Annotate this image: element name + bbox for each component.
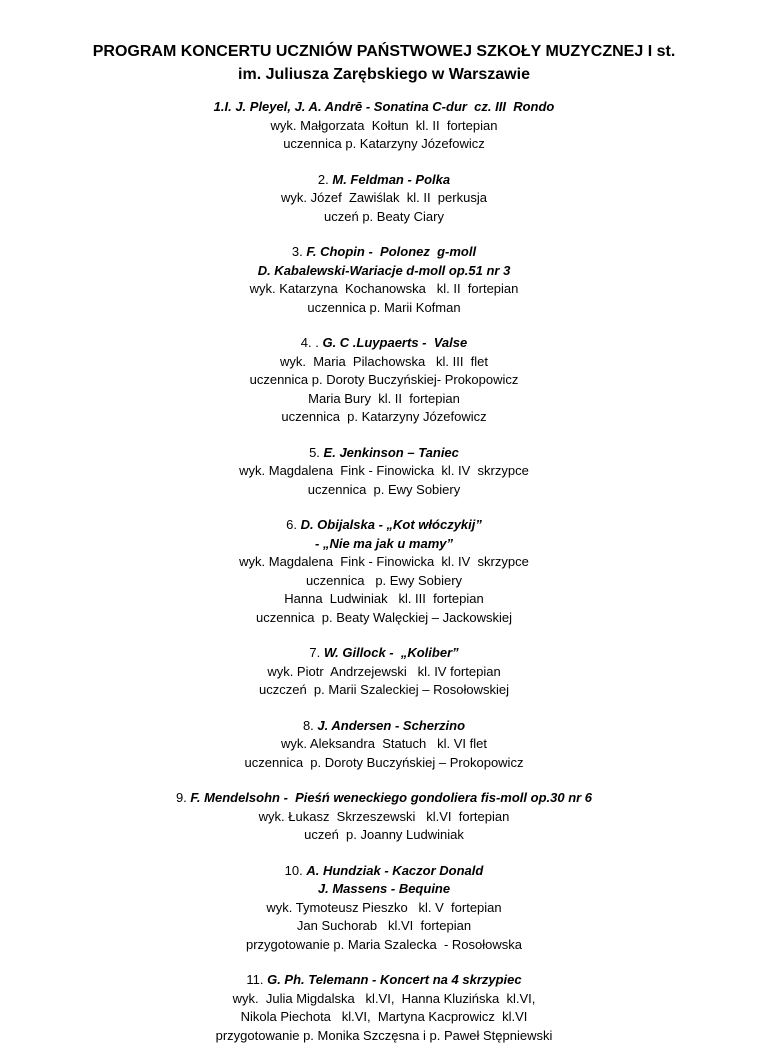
item-number: 6. xyxy=(286,517,300,532)
performer-line: uczennica p. Ewy Sobiery xyxy=(0,481,768,500)
piece-line xyxy=(0,334,768,353)
program-item xyxy=(0,516,768,627)
performer-line: wyk. Małgorzata Kołtun kl. II fortepian xyxy=(0,117,768,136)
piece-line xyxy=(0,171,768,190)
piece-line xyxy=(0,444,768,463)
item-number: 4. . xyxy=(301,335,323,350)
performer-line: Hanna Ludwiniak kl. III fortepian xyxy=(0,590,768,609)
performer-line: uczczeń p. Marii Szaleckiej – Rosołowskiej xyxy=(0,681,768,700)
piece-title-2: J. Massens - Bequine xyxy=(0,880,768,899)
performer-line: uczennica p. Katarzyny Józefowicz xyxy=(0,135,768,154)
piece-title: E. Jenkinson – Taniec xyxy=(324,445,459,460)
program-item xyxy=(0,243,768,317)
performer-line: wyk. Maria Pilachowska kl. III flet xyxy=(0,353,768,372)
item-number: 5. xyxy=(309,445,323,460)
program-item xyxy=(0,862,768,955)
program-item xyxy=(0,717,768,773)
performer-line: wyk. Julia Migdalska kl.VI, Hanna Kluzińska kl.VI, xyxy=(0,990,768,1009)
performer-line: Maria Bury kl. II fortepian xyxy=(0,390,768,409)
piece-line xyxy=(0,862,768,881)
performer-line: uczennica p. Katarzyny Józefowicz xyxy=(0,408,768,427)
program-item xyxy=(0,334,768,427)
piece-line xyxy=(0,644,768,663)
item-number: 2. xyxy=(318,172,332,187)
program-item xyxy=(0,971,768,1045)
piece-title-2: D. Kabalewski-Wariacje d-moll op.51 nr 3 xyxy=(0,262,768,281)
item-number: 7. xyxy=(309,645,323,660)
item-number: 11. xyxy=(246,972,267,987)
piece-title: M. Feldman - Polka xyxy=(332,172,450,187)
performer-line: wyk. Aleksandra Statuch kl. VI flet xyxy=(0,735,768,754)
performer-line: przygotowanie p. Monika Szczęsna i p. Paweł Stępniewski xyxy=(0,1027,768,1045)
piece-title: F. Chopin - Polonez g-moll xyxy=(306,244,476,259)
piece-title: 1.I. J. Pleyel, J. A. Andrē - Sonatina C-dur cz. III Rondo xyxy=(214,99,555,114)
performer-line: uczeń p. Joanny Ludwiniak xyxy=(0,826,768,845)
performer-line: wyk. Magdalena Fink - Finowicka kl. IV skrzypce xyxy=(0,462,768,481)
piece-title: J. Andersen - Scherzino xyxy=(317,718,465,733)
piece-line xyxy=(0,717,768,736)
performer-line: uczennica p. Marii Kofman xyxy=(0,299,768,318)
item-number: 8. xyxy=(303,718,317,733)
program-item xyxy=(0,171,768,227)
performer-line: wyk. Piotr Andrzejewski kl. IV fortepian xyxy=(0,663,768,682)
piece-line xyxy=(0,971,768,990)
piece-line xyxy=(0,98,768,117)
program-items xyxy=(0,98,768,1045)
piece-title-2: - „Nie ma jak u mamy” xyxy=(0,535,768,554)
title-line-2: im. Juliusza Zarębskiego w Warszawie xyxy=(0,63,768,86)
performer-line: uczennica p. Ewy Sobiery xyxy=(0,572,768,591)
program-title xyxy=(0,40,768,86)
piece-title: A. Hundziak - Kaczor Donald xyxy=(306,863,483,878)
performer-line: wyk. Józef Zawiślak kl. II perkusja xyxy=(0,189,768,208)
performer-line: Nikola Piechota kl.VI, Martyna Kacprowicz kl.VI xyxy=(0,1008,768,1027)
performer-line: uczennica p. Beaty Walęckiej – Jackowskiej xyxy=(0,609,768,628)
program-item xyxy=(0,644,768,700)
piece-line xyxy=(0,243,768,262)
performer-line: uczeń p. Beaty Ciary xyxy=(0,208,768,227)
performer-line: uczennica p. Doroty Buczyńskiej- Prokopowicz xyxy=(0,371,768,390)
performer-line: przygotowanie p. Maria Szalecka - Rosołowska xyxy=(0,936,768,955)
item-number: 9. xyxy=(176,790,190,805)
performer-line: uczennica p. Doroty Buczyńskiej – Prokopowicz xyxy=(0,754,768,773)
piece-line xyxy=(0,789,768,808)
item-number: 3. xyxy=(292,244,306,259)
title-line-1: PROGRAM KONCERTU UCZNIÓW PAŃSTWOWEJ SZKOŁY MUZYCZNEJ I st. xyxy=(0,40,768,63)
performer-line: wyk. Łukasz Skrzeszewski kl.VI fortepian xyxy=(0,808,768,827)
piece-line xyxy=(0,516,768,535)
piece-title: W. Gillock - „Koliber” xyxy=(324,645,459,660)
program-item xyxy=(0,444,768,500)
piece-title: F. Mendelsohn - Pieśń weneckiego gondoliera fis-moll op.30 nr 6 xyxy=(190,790,592,805)
piece-title: G. Ph. Telemann - Koncert na 4 skrzypiec xyxy=(267,972,522,987)
program-item xyxy=(0,789,768,845)
program-item xyxy=(0,98,768,154)
piece-title: G. C .Luypaerts - Valse xyxy=(322,335,467,350)
item-number: 10. xyxy=(285,863,307,878)
performer-line: Jan Suchorab kl.VI fortepian xyxy=(0,917,768,936)
performer-line: wyk. Katarzyna Kochanowska kl. II fortepian xyxy=(0,280,768,299)
performer-line: wyk. Tymoteusz Pieszko kl. V fortepian xyxy=(0,899,768,918)
performer-line: wyk. Magdalena Fink - Finowicka kl. IV skrzypce xyxy=(0,553,768,572)
piece-title: D. Obijalska - „Kot włóczykij” xyxy=(301,517,482,532)
